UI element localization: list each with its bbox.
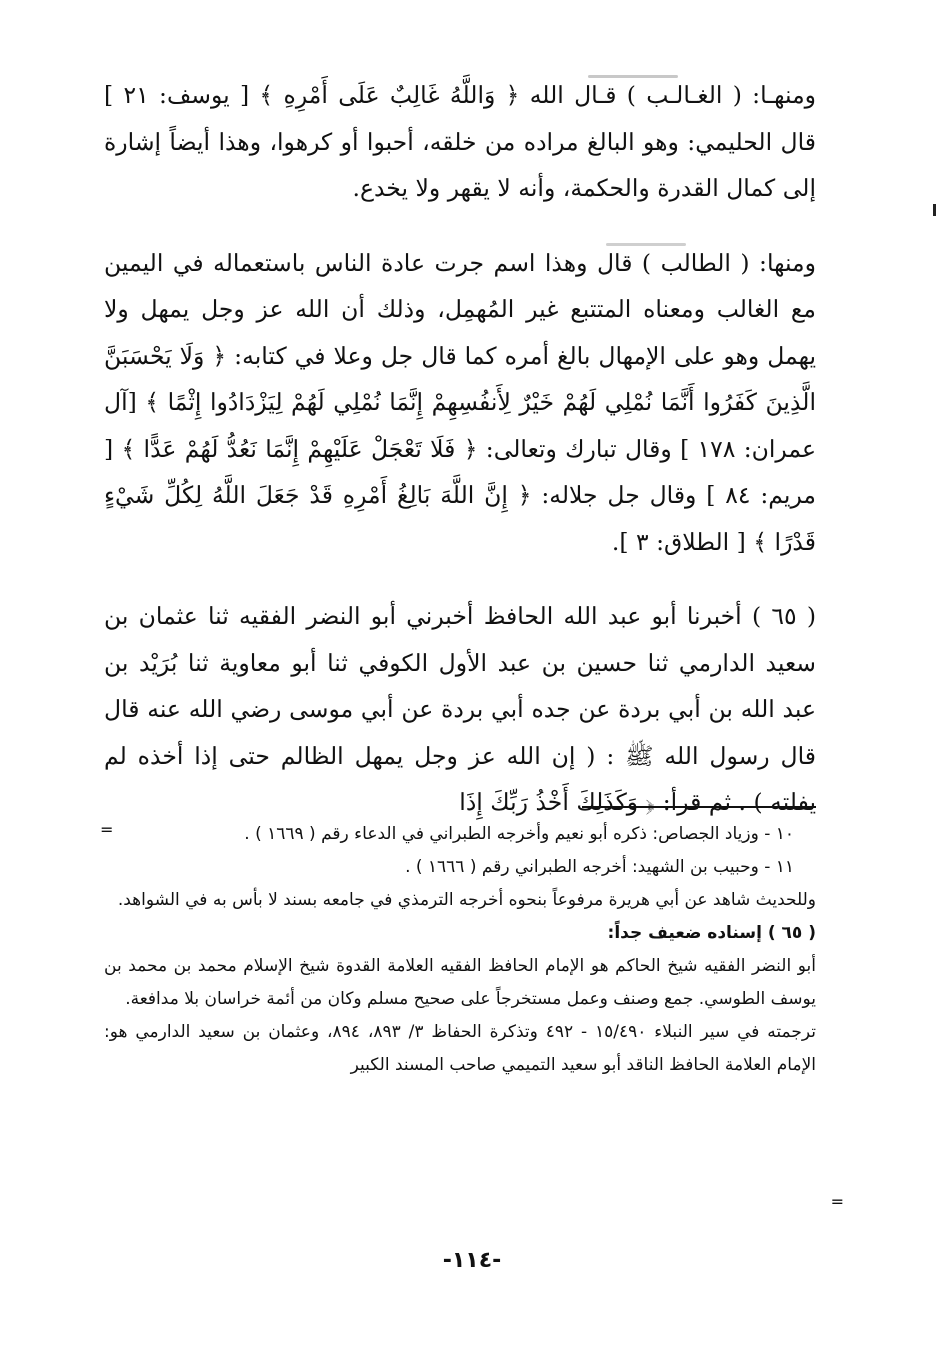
- paragraph-hadith-65: ( ٦٥ ) أخبرنا أبو عبد الله الحافظ أخبرني أبو النضر الفقيه ثنا عثمان بن سعيد الدارمي ثنا حسين بن عبد الأول الكوفي ثنا أبو معاوية ثنا بُرَيْد بن عبد الله بن أبي بردة عن جده أبي بردة عن أبي موسى رضي الله عنه قال قال رسول الله ﷺ : ( إن الله عز وجل يمهل الظالم حتى إذا أخذه لم يفلته ) . ثم قرأ: ﴿ وَكَذَلِكَ أَخْذُ رَبِّكَ إِذَا: [104, 602, 816, 816]
- footnote-separator: [582, 806, 816, 808]
- scan-speck: [933, 204, 936, 216]
- paragraph-ghalib: ومنهـا: ( الغـالـب ) قـال الله ﴿ وَاللَّهُ غَالِبٌ عَلَى أَمْرِهِ ﴾ [ يوسف: ٢١ ] قال الحليمي: وهو البالغ مراده من خلقه، أحبوا أو كرهوا، وهذا أيضاً إشارة إلى كمال القدرة والحكمة، وأنه لا يقهر ولا يخدع.: [104, 81, 817, 202]
- footnote-abu-nadr: أبو النضر الفقيه شيخ الحاكم هو الإمام الحافظ الفقيه العلامة القدوة شيخ الإسلام محمد بن محمد بن يوسف الطوسي. جمع وصنف وعمل مستخرجاً على صحيح مسلم وكان من أئمة خراسان بلا مدافعة.: [104, 956, 816, 1009]
- main-text: [104, 72, 816, 826]
- footnote-tarjama: ترجمته في سير النبلاء ١٥/٤٩٠ - ٤٩٢ وتذكرة الحفاظ ٣/ ٨٩٣، ٨٩٤، وعثمان بن سعيد الدارمي هو: الإمام العلامة الحافظ الناقد أبو سعيد التميمي صاحب المسند الكبير: [104, 1022, 816, 1075]
- footnote-line-10: ١٠ - وزياد الجصاص: ذكره أبو نعيم وأخرجه الطبراني في الدعاء رقم ( ١٦٦٩ ) .: [244, 824, 794, 844]
- paragraph-talib: ومنها: ( الطالب ) قال وهذا اسم جرت عادة الناس باستعماله في اليمين مع الغالب ومعناه المتتبع غير المُهمِل، وذلك أن الله عز وجل يمهل ولا يهمل وهو على الإمهال بالغ أمره كما قال جل وعلا في كتابه: ﴿ وَلَا يَحْسَبَنَّ الَّذِينَ كَفَرُوا أَنَّمَا نُمْلِي لَهُمْ خَيْرٌ لِأَنفُسِهِمْ إِنَّمَا نُمْلِي لَهُمْ لِيَزْدَادُوا إِثْمًا ﴾ [آل عمران: ١٧٨ ] وقال تبارك وتعالى: ﴿ فَلَا تَعْجَلْ عَلَيْهِمْ إِنَّمَا نَعُدُّ لَهُمْ عَدًّا ﴾ [ مريم: ٨٤ ] وقال جل جلاله: ﴿ إِنَّ اللَّهَ بَالِغُ أَمْرِهِ قَدْ جَعَلَ اللَّهُ لِكُلِّ شَيْءٍ قَدْرًا ﴾ [ الطلاق: ٣ ].: [104, 248, 817, 556]
- footnote-shahid: وللحديث شاهد عن أبي هريرة مرفوعاً بنحوه أخرجه الترمذي في جامعه بسند لا بأس به في الشواهد.: [117, 890, 816, 910]
- continuation-mark-bottom: =: [830, 1192, 844, 1211]
- footnote-line-11: ١١ - وحبيب بن الشهيد: أخرجه الطبراني رقم ( ١٦٦٦ ) .: [405, 857, 794, 877]
- footnote-heading-65: ( ٦٥ ) إسناده ضعيف جداً:: [607, 923, 816, 943]
- page-number: -١١٤-: [442, 1248, 502, 1273]
- continuation-mark-top: =: [100, 820, 114, 839]
- footnotes: [104, 818, 816, 1082]
